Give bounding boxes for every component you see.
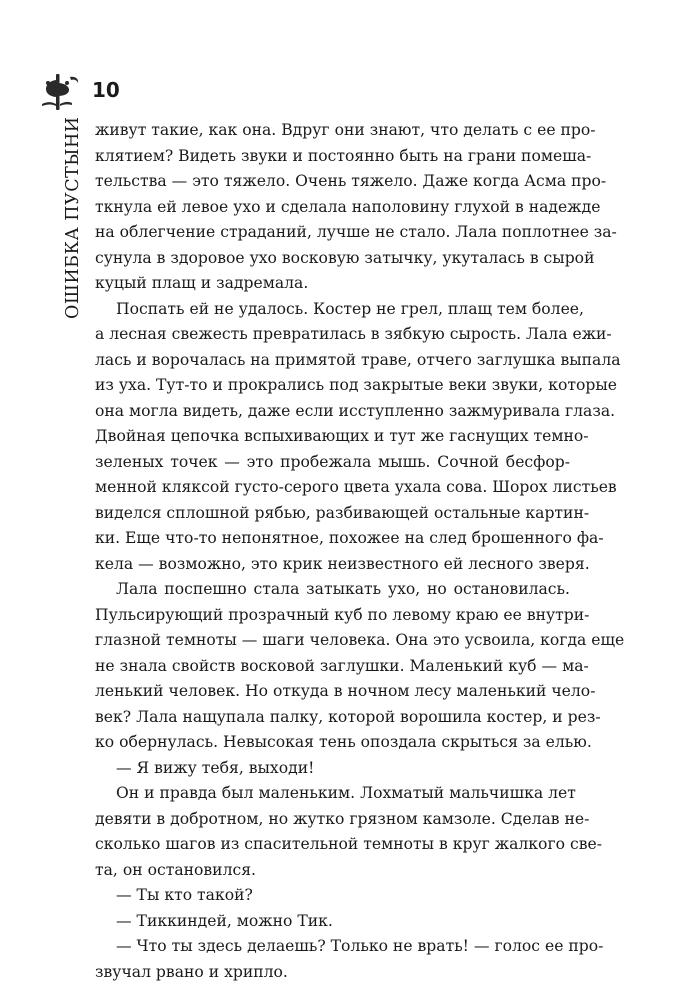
text-line: сунула в здоровое ухо восковую затычку, укуталась в сырой bbox=[95, 248, 595, 267]
text-line: Поспать ей не удалось. Костер не грел, плащ тем более, bbox=[116, 299, 584, 318]
text-line: из уха. Тут-то и прокрались под закрытые веки звуки, которые bbox=[95, 376, 617, 394]
text-line: куцый плащ и задремала. bbox=[95, 274, 309, 292]
text-line: зеленых точек — это пробежала мышь. Сочной бесфор- bbox=[95, 452, 570, 471]
text-line: кела — возможно, это крик неизвестного ей лесного зверя. bbox=[95, 554, 590, 573]
text-line: глазной темноты — шаги человека. Она это усвоила, когда еще bbox=[95, 631, 625, 649]
text-line: сколько шагов из спасительной темноты в круг жалкого све- bbox=[95, 835, 602, 853]
text-line: ко обернулась. Невысокая тень опоздала скрыться за елью. bbox=[95, 733, 592, 751]
text-line: не знала свойств восковой заглушки. Маленький куб — ма- bbox=[95, 656, 589, 675]
text-line: ткнула ей левое ухо и сделала наполовину глухой в надежде bbox=[95, 197, 601, 216]
text-line: она могла видеть, даже если исступленно зажмуривала глаза. bbox=[95, 401, 616, 420]
text-line: — Я вижу тебя, выходи! bbox=[116, 758, 315, 777]
text-line: звучал рвано и хрипло. bbox=[95, 962, 288, 981]
text-line: живут такие, как она. Вдруг они знают, что делать с ее про- bbox=[95, 121, 596, 139]
text-line: лась и ворочалась на примятой траве, отчего заглушка выпала bbox=[95, 350, 621, 369]
text-line: век? Лала нащупала палку, которой ворошила костер, и рез- bbox=[95, 707, 601, 726]
text-line: Пульсирующий прозрачный куб по левому краю ее внутри- bbox=[95, 605, 590, 624]
body-text bbox=[95, 118, 625, 985]
text-line: — Тиккиндей, можно Тик. bbox=[116, 911, 333, 930]
text-line: Лала поспешно стала затыкать ухо, но остановилась. bbox=[116, 580, 570, 598]
text-line: ки. Еще что-то непонятное, похожее на след брошенного фа- bbox=[95, 529, 604, 547]
text-line: Он и правда был маленьким. Лохматый мальчишка лет bbox=[116, 784, 576, 802]
text-line: а лесная свежесть превратилась в зябкую сырость. Лала ежи- bbox=[95, 325, 612, 343]
running-head-book-title: ОШИБКА ПУСТЫНИ bbox=[63, 116, 83, 319]
text-line: ленький человек. Но откуда в ночном лесу маленький чело- bbox=[95, 682, 596, 700]
text-line: менной кляксой густо-серого цвета ухала сова. Шорох листьев bbox=[95, 478, 617, 496]
text-line: девяти в добротном, но жутко грязном камзоле. Сделав не- bbox=[95, 809, 590, 828]
page-number: 10 bbox=[92, 78, 120, 102]
text-line: клятием? Видеть звуки и постоянно быть на грани помеша- bbox=[95, 146, 592, 165]
text-line: тельства — это тяжело. Очень тяжело. Даже когда Асма про- bbox=[95, 172, 607, 190]
ornament-icon bbox=[42, 74, 88, 110]
text-line: виделся сплошной рябью, разбивающей остальные картин- bbox=[95, 503, 590, 522]
text-line: — Ты кто такой? bbox=[116, 886, 253, 904]
text-line: на облегчение страданий, лучше не стало. Лала поплотнее за- bbox=[95, 223, 617, 241]
text-line: та, он остановился. bbox=[95, 860, 257, 879]
text-line: — Что ты здесь делаешь? Только не врать! — голос ее про- bbox=[116, 937, 604, 955]
text-line: Двойная цепочка вспыхивающих и тут же гаснущих темно- bbox=[95, 427, 589, 445]
